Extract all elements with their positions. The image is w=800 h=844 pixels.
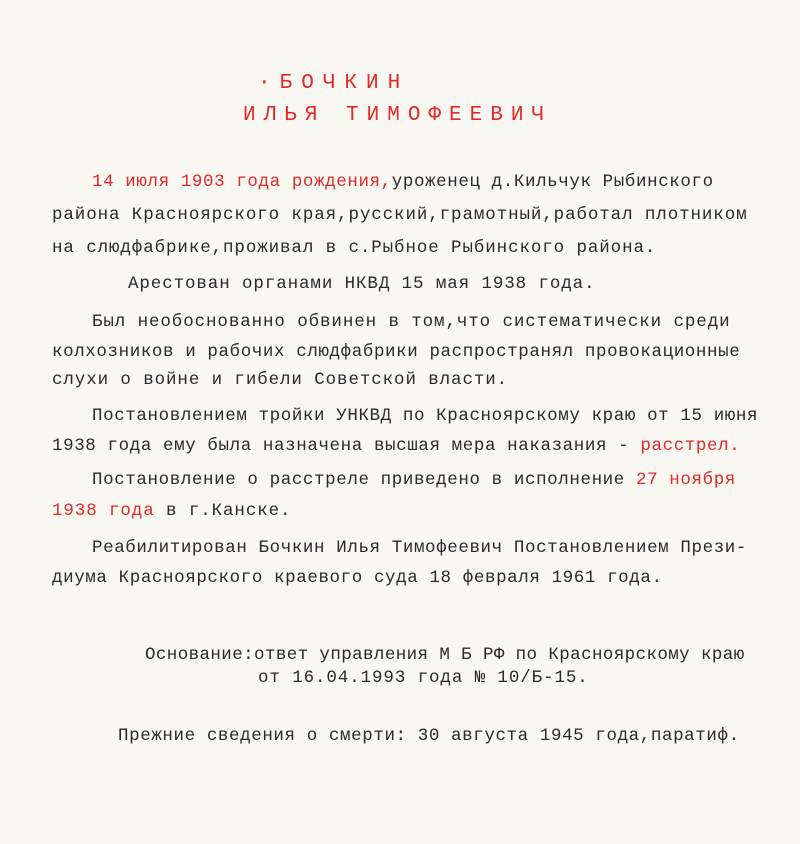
bio-line-2: района Красноярского края,русский,грамотный,работал плотником bbox=[52, 205, 748, 225]
execution-place: в г.Канске. bbox=[154, 501, 292, 521]
charge-line-2: колхозников и рабочих слюдфабрики распространял провокационные bbox=[52, 342, 741, 362]
bio-line-3: на слюдфабрике,проживал в с.Рыбное Рыбинского района. bbox=[52, 238, 657, 258]
basis-line-2: от 16.04.1993 года № 10/Б-15. bbox=[258, 668, 589, 688]
basis-line-1: Основание:ответ управления М Б РФ по Красноярскому краю bbox=[145, 645, 745, 665]
execution-text: Постановление о расстреле приведено в исполнение bbox=[92, 470, 636, 490]
charge-line-1: Был необоснованно обвинен в том,что систематически среди bbox=[92, 312, 731, 332]
execution-year: 1938 года bbox=[52, 501, 155, 521]
rehab-line-2: диума Красноярского краевого суда 18 февраля 1961 года. bbox=[52, 568, 663, 588]
sentence-line-2 bbox=[52, 436, 740, 456]
execution-line-1 bbox=[92, 470, 736, 490]
execution-line-2 bbox=[52, 501, 291, 521]
title-surname: ·БОЧКИН bbox=[258, 72, 410, 95]
birth-date: 14 июля 1903 года рождения, bbox=[92, 172, 392, 192]
sentence-text: 1938 года ему была назначена высшая мера наказания - bbox=[52, 436, 641, 456]
birth-place: уроженец д.Кильчук Рыбинского bbox=[391, 172, 714, 192]
previous-info-line: Прежние сведения о смерти: 30 августа 1945 года,паратиф. bbox=[118, 726, 740, 746]
birth-line bbox=[92, 172, 714, 192]
charge-line-3: слухи о войне и гибели Советской власти. bbox=[52, 370, 509, 390]
sentence-verdict: расстрел. bbox=[640, 436, 741, 456]
title-name: ИЛЬЯ ТИМОФЕЕВИЧ bbox=[243, 104, 553, 127]
rehab-line-1: Реабилитирован Бочкин Илья Тимофеевич Постановлением Прези- bbox=[92, 538, 748, 558]
sentence-line-1: Постановлением тройки УНКВД по Красноярскому краю от 15 июня bbox=[92, 406, 759, 426]
execution-date: 27 ноября bbox=[635, 470, 736, 490]
arrest-line: Арестован органами НКВД 15 мая 1938 года. bbox=[128, 274, 596, 294]
